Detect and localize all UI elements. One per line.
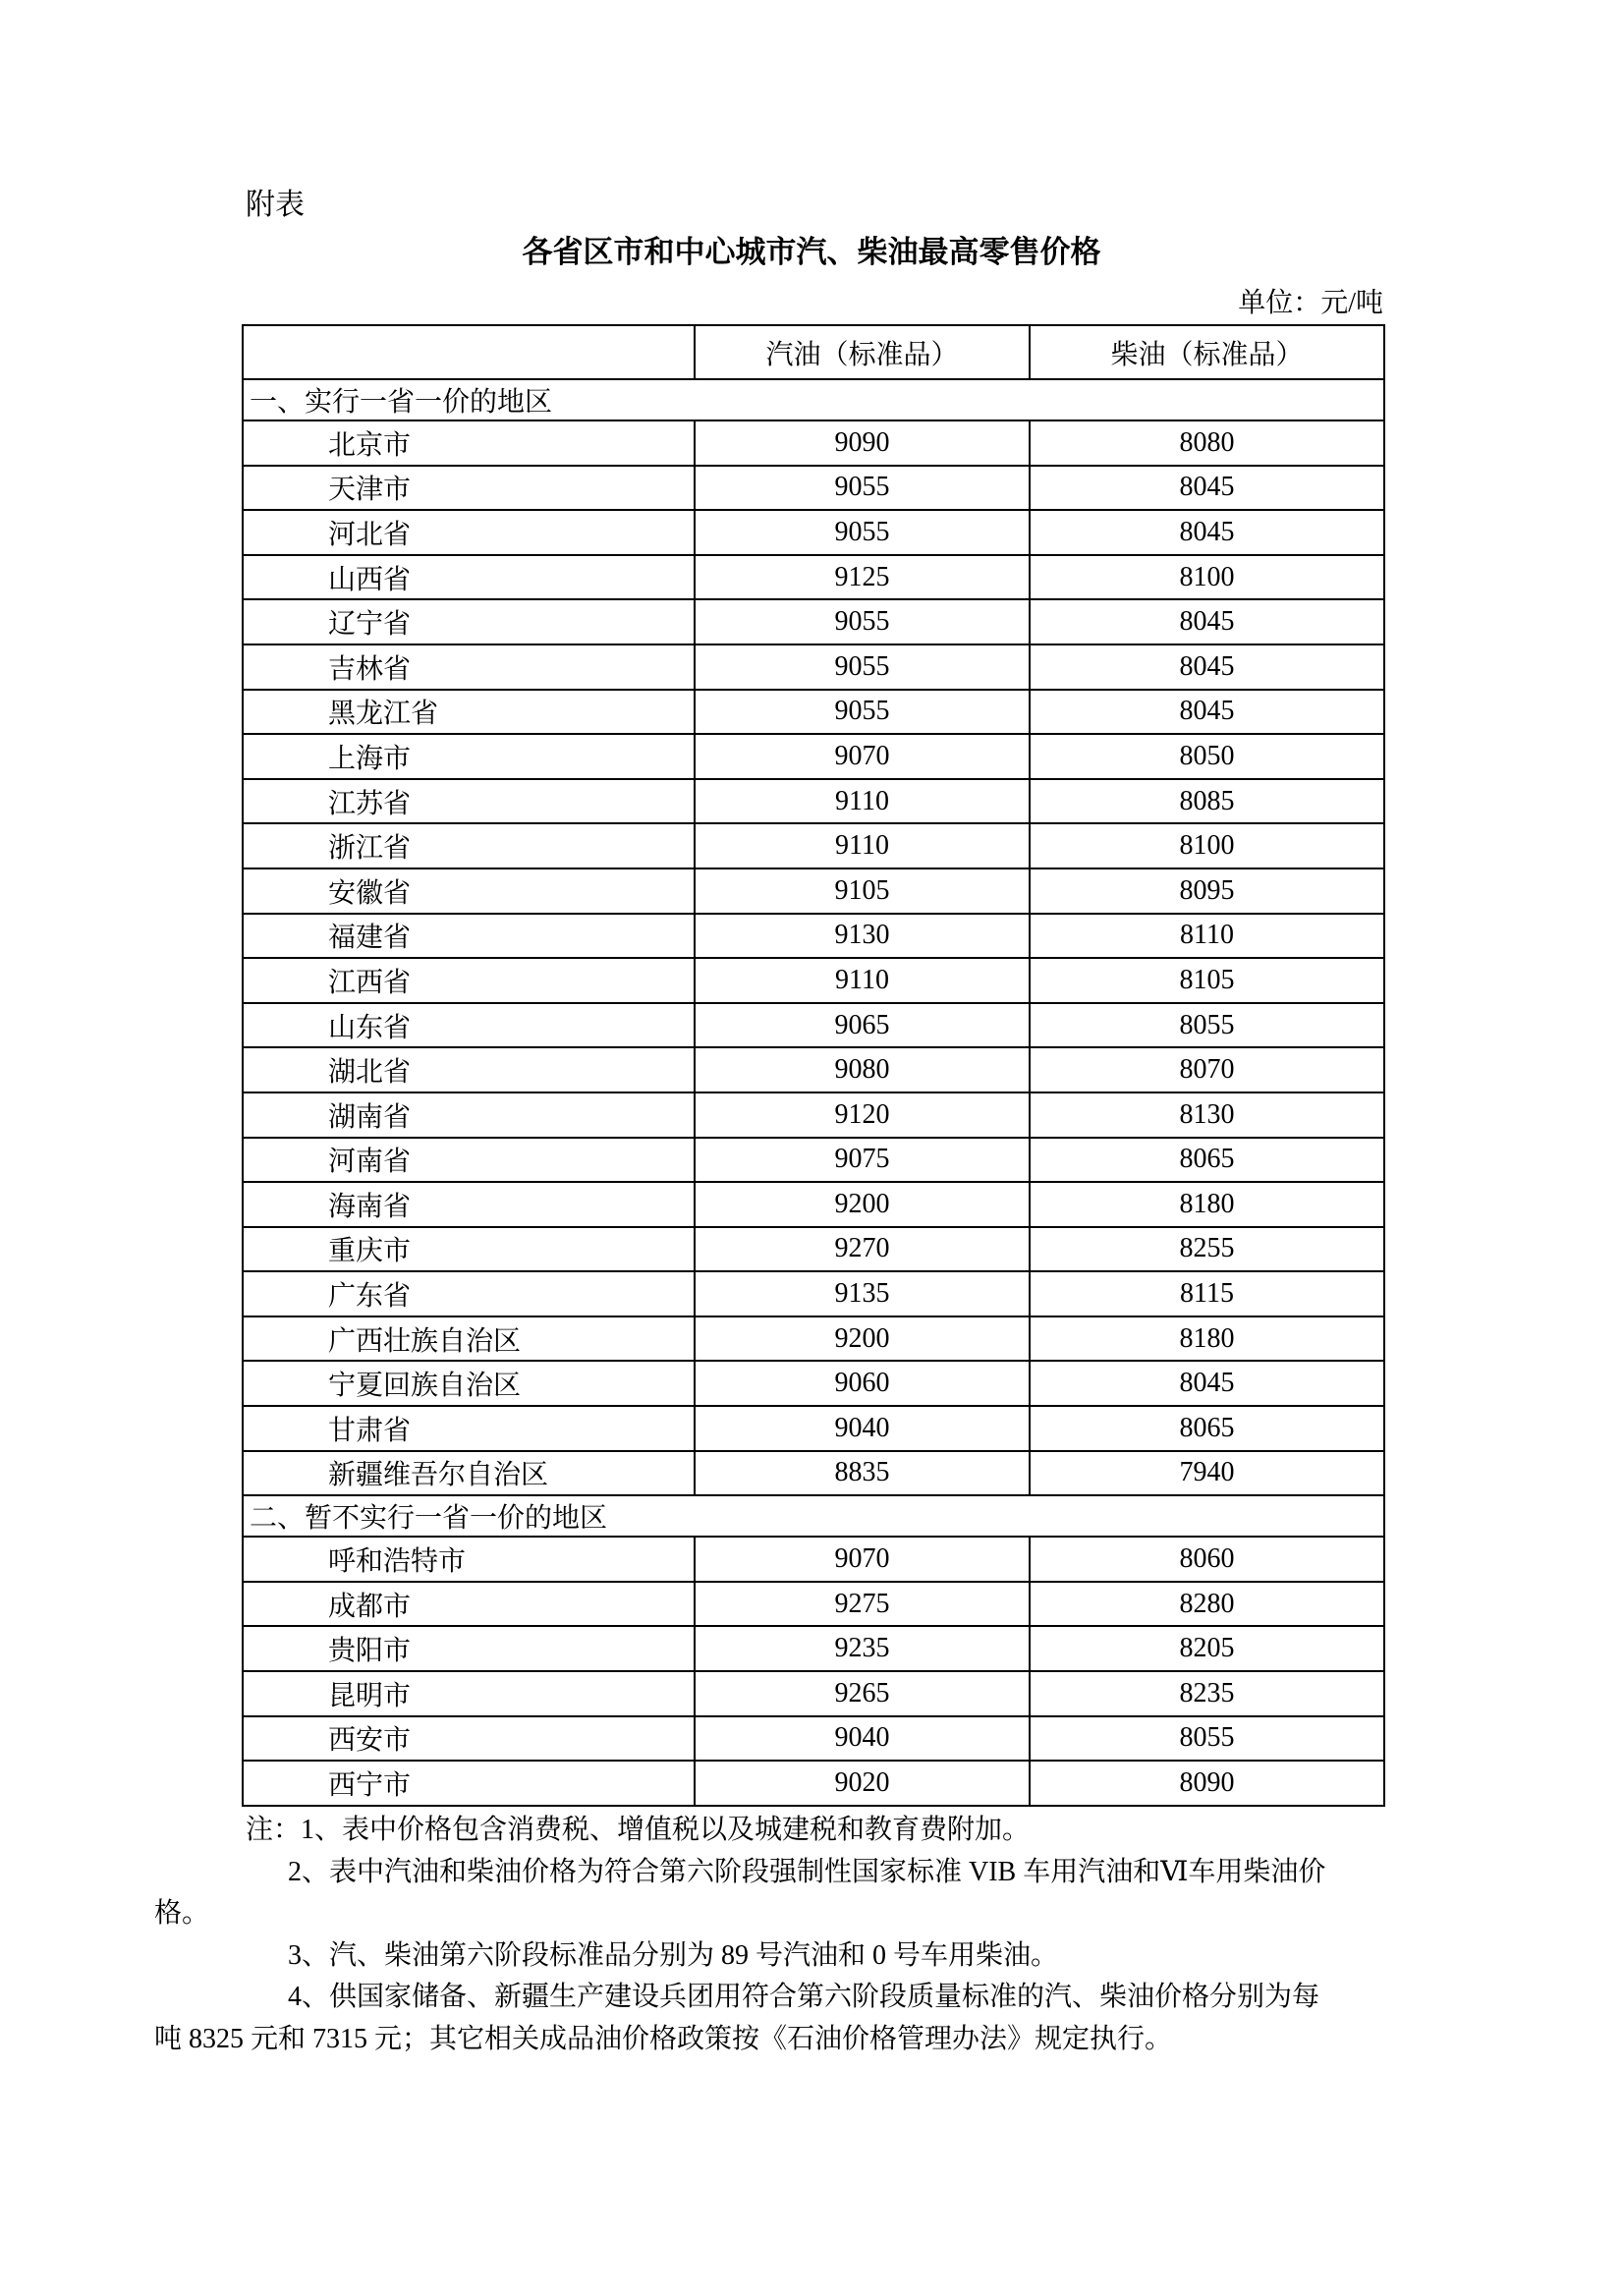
region-cell: 山西省 — [243, 555, 695, 600]
region-cell: 北京市 — [243, 420, 695, 466]
diesel-cell: 8095 — [1030, 868, 1384, 914]
table-row — [243, 690, 1384, 735]
table-row — [243, 1047, 1384, 1092]
table-row — [243, 1316, 1384, 1362]
table-row — [243, 1582, 1384, 1627]
region-cell: 甘肃省 — [243, 1406, 695, 1451]
section-header-row — [243, 1495, 1384, 1537]
table-row — [243, 1716, 1384, 1762]
region-cell: 呼和浩特市 — [243, 1537, 695, 1582]
region-cell: 湖南省 — [243, 1092, 695, 1138]
diesel-cell: 8065 — [1030, 1138, 1384, 1183]
gasoline-cell: 9070 — [695, 1537, 1030, 1582]
diesel-cell: 8235 — [1030, 1671, 1384, 1716]
diesel-cell: 8105 — [1030, 958, 1384, 1003]
notes-block — [153, 1810, 1480, 2060]
region-cell: 西安市 — [243, 1716, 695, 1762]
region-cell: 重庆市 — [243, 1227, 695, 1272]
region-cell: 成都市 — [243, 1582, 695, 1627]
gasoline-cell: 9040 — [695, 1716, 1030, 1762]
table-row — [243, 1003, 1384, 1048]
table-row — [243, 1626, 1384, 1671]
diesel-cell: 8205 — [1030, 1626, 1384, 1671]
region-cell: 昆明市 — [243, 1671, 695, 1716]
table-row — [243, 466, 1384, 511]
region-cell: 江苏省 — [243, 779, 695, 824]
table-row — [243, 1451, 1384, 1496]
table-row — [243, 644, 1384, 690]
diesel-cell: 8080 — [1030, 420, 1384, 466]
note-line: 4、供国家储备、新疆生产建设兵团用符合第六阶段质量标准的汽、柴油价格分别为每 — [288, 1982, 1320, 2012]
note-line: 吨 8325 元和 7315 元；其它相关成品油价格政策按《石油价格管理办法》规定执行。 — [154, 2023, 1173, 2054]
gasoline-cell: 9125 — [695, 555, 1030, 600]
diesel-cell: 8100 — [1030, 823, 1384, 868]
section-header-label: 二、暂不实行一省一价的地区 — [243, 1495, 1384, 1537]
gasoline-cell: 9270 — [695, 1227, 1030, 1272]
region-cell: 贵阳市 — [243, 1626, 695, 1671]
diesel-cell: 8045 — [1030, 1361, 1384, 1406]
gasoline-cell: 9235 — [695, 1626, 1030, 1671]
page-title: 各省区市和中心城市汽、柴油最高零售价格 — [522, 235, 1101, 269]
diesel-cell: 8055 — [1030, 1003, 1384, 1048]
gasoline-cell: 9040 — [695, 1406, 1030, 1451]
gasoline-cell: 9200 — [695, 1182, 1030, 1227]
gasoline-cell: 9135 — [695, 1271, 1030, 1316]
table-row — [243, 420, 1384, 466]
region-cell: 山东省 — [243, 1003, 695, 1048]
diesel-column-header: 柴油（标准品） — [1030, 325, 1384, 379]
note-line: 注：1、表中价格包含消费税、增值税以及城建税和教育费附加。 — [246, 1815, 1031, 1845]
gasoline-cell: 9070 — [695, 734, 1030, 779]
region-cell: 宁夏回族自治区 — [243, 1361, 695, 1406]
table-row — [243, 1537, 1384, 1582]
table-row — [243, 510, 1384, 555]
gasoline-cell: 9055 — [695, 466, 1030, 511]
diesel-cell: 8180 — [1030, 1316, 1384, 1362]
diesel-cell: 8060 — [1030, 1537, 1384, 1582]
region-cell: 河南省 — [243, 1138, 695, 1183]
diesel-cell: 8180 — [1030, 1182, 1384, 1227]
gasoline-cell: 9275 — [695, 1582, 1030, 1627]
section-header-row — [243, 379, 1384, 420]
diesel-cell: 8065 — [1030, 1406, 1384, 1451]
region-cell: 河北省 — [243, 510, 695, 555]
gasoline-cell: 9020 — [695, 1761, 1030, 1806]
table-row — [243, 1092, 1384, 1138]
gasoline-cell: 9055 — [695, 599, 1030, 644]
gasoline-cell: 9265 — [695, 1671, 1030, 1716]
table-row — [243, 599, 1384, 644]
table-row — [243, 1227, 1384, 1272]
table-row — [243, 1361, 1384, 1406]
diesel-cell: 8280 — [1030, 1582, 1384, 1627]
gasoline-cell: 9060 — [695, 1361, 1030, 1406]
diesel-cell: 8130 — [1030, 1092, 1384, 1138]
region-cell: 西宁市 — [243, 1761, 695, 1806]
diesel-cell: 8045 — [1030, 644, 1384, 690]
diesel-cell: 8045 — [1030, 690, 1384, 735]
region-cell: 吉林省 — [243, 644, 695, 690]
gasoline-cell: 9055 — [695, 644, 1030, 690]
diesel-cell: 8110 — [1030, 914, 1384, 959]
gasoline-cell: 9110 — [695, 779, 1030, 824]
region-cell: 上海市 — [243, 734, 695, 779]
table-row — [243, 555, 1384, 600]
note-line: 格。 — [154, 1898, 210, 1929]
gasoline-cell: 9110 — [695, 958, 1030, 1003]
region-cell: 广东省 — [243, 1271, 695, 1316]
gasoline-cell: 9200 — [695, 1316, 1030, 1362]
region-cell: 江西省 — [243, 958, 695, 1003]
diesel-cell: 8045 — [1030, 510, 1384, 555]
region-cell: 安徽省 — [243, 868, 695, 914]
gasoline-cell: 9105 — [695, 868, 1030, 914]
diesel-cell: 8045 — [1030, 599, 1384, 644]
gasoline-cell: 8835 — [695, 1451, 1030, 1496]
table-row — [243, 914, 1384, 959]
gasoline-cell: 9120 — [695, 1092, 1030, 1138]
gasoline-column-header: 汽油（标准品） — [695, 325, 1030, 379]
region-cell: 湖北省 — [243, 1047, 695, 1092]
gasoline-cell: 9055 — [695, 510, 1030, 555]
table-header-row — [243, 325, 1384, 379]
price-table — [242, 324, 1385, 1807]
unit-label: 单位：元/吨 — [1238, 288, 1383, 318]
table-row — [243, 958, 1384, 1003]
region-cell: 新疆维吾尔自治区 — [243, 1451, 695, 1496]
gasoline-cell: 9110 — [695, 823, 1030, 868]
diesel-cell: 8085 — [1030, 779, 1384, 824]
diesel-cell: 8070 — [1030, 1047, 1384, 1092]
gasoline-cell: 9055 — [695, 690, 1030, 735]
gasoline-cell: 9080 — [695, 1047, 1030, 1092]
diesel-cell: 8045 — [1030, 466, 1384, 511]
region-column-header — [243, 325, 695, 379]
table-row — [243, 1671, 1384, 1716]
region-cell: 天津市 — [243, 466, 695, 511]
diesel-cell: 8055 — [1030, 1716, 1384, 1762]
diesel-cell: 8100 — [1030, 555, 1384, 600]
section-header-label: 一、实行一省一价的地区 — [243, 379, 1384, 420]
table-row — [243, 1138, 1384, 1183]
table-row — [243, 1271, 1384, 1316]
diesel-cell: 8255 — [1030, 1227, 1384, 1272]
table-row — [243, 1761, 1384, 1806]
table-row — [243, 868, 1384, 914]
region-cell: 海南省 — [243, 1182, 695, 1227]
diesel-cell: 8115 — [1030, 1271, 1384, 1316]
table-row — [243, 823, 1384, 868]
region-cell: 浙江省 — [243, 823, 695, 868]
appendix-label: 附表 — [246, 189, 305, 221]
table-row — [243, 1182, 1384, 1227]
gasoline-cell: 9090 — [695, 420, 1030, 466]
region-cell: 辽宁省 — [243, 599, 695, 644]
diesel-cell: 8090 — [1030, 1761, 1384, 1806]
gasoline-cell: 9065 — [695, 1003, 1030, 1048]
gasoline-cell: 9130 — [695, 914, 1030, 959]
region-cell: 福建省 — [243, 914, 695, 959]
table-row — [243, 734, 1384, 779]
note-line: 2、表中汽油和柴油价格为符合第六阶段强制性国家标准 VIB 车用汽油和Ⅵ车用柴油价 — [288, 1856, 1326, 1887]
region-cell: 广西壮族自治区 — [243, 1316, 695, 1362]
diesel-cell: 7940 — [1030, 1451, 1384, 1496]
note-line: 3、汽、柴油第六阶段标准品分别为 89 号汽油和 0 号车用柴油。 — [288, 1939, 1059, 1971]
diesel-cell: 8050 — [1030, 734, 1384, 779]
table-row — [243, 779, 1384, 824]
table-row — [243, 1406, 1384, 1451]
region-cell: 黑龙江省 — [243, 690, 695, 735]
gasoline-cell: 9075 — [695, 1138, 1030, 1183]
